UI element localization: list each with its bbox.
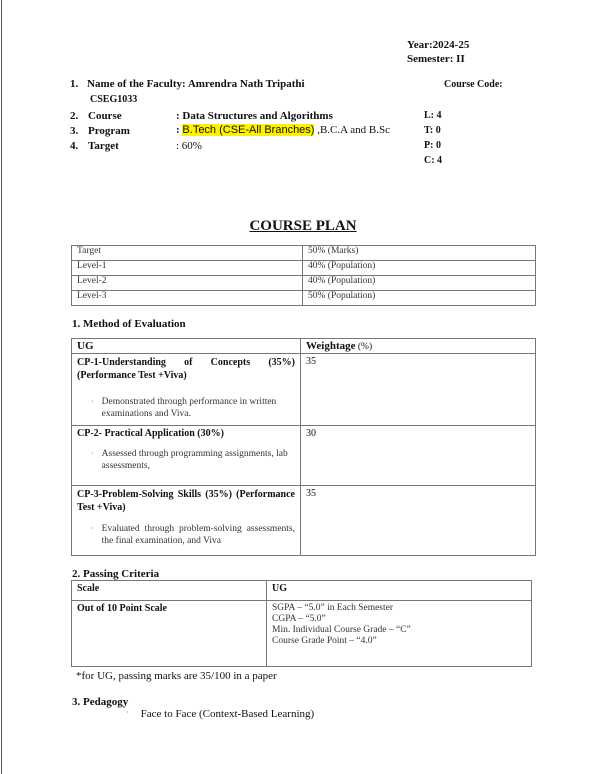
course-label: Course bbox=[88, 110, 122, 122]
credits-block bbox=[424, 108, 442, 168]
cp3-desc: Evaluated through problem-solving assessments, the final examination, and Viva bbox=[101, 524, 295, 546]
target-num: 4. bbox=[70, 140, 79, 152]
cell-value: 40% (Population) bbox=[303, 261, 536, 276]
year-semester-block bbox=[407, 38, 469, 66]
cell-label: Target bbox=[72, 246, 303, 261]
bullet-dot: · bbox=[91, 449, 94, 458]
faculty-name: Amrendra Nath Tripathi bbox=[187, 78, 305, 90]
cell-value: 40% (Population) bbox=[303, 276, 536, 291]
criteria-point: Course Grade Point – “4.0” bbox=[272, 636, 377, 646]
faculty-line bbox=[70, 78, 305, 90]
table-header-row bbox=[72, 339, 536, 354]
program-label: Program bbox=[88, 125, 130, 137]
table-row bbox=[72, 291, 536, 306]
semester-text: Semester: II bbox=[407, 53, 465, 65]
target-label: Target bbox=[88, 140, 119, 152]
eval-cell bbox=[72, 426, 301, 486]
cp1-weight: 35 bbox=[301, 354, 536, 426]
cp3-weight: 35 bbox=[301, 486, 536, 556]
table-row bbox=[72, 276, 536, 291]
year-text: Year:2024-25 bbox=[407, 39, 470, 51]
course-code-value: CSEG1033 bbox=[90, 94, 138, 105]
criteria-cgpa: CGPA – “5.0” bbox=[272, 614, 326, 624]
evaluation-heading: 1. Method of Evaluation bbox=[72, 318, 186, 330]
table-row bbox=[72, 426, 536, 486]
bullet-dot: · bbox=[91, 524, 94, 533]
table-row bbox=[72, 354, 536, 426]
cell-label: Level-3 bbox=[72, 291, 303, 306]
cell-value: 50% (Marks) bbox=[303, 246, 536, 261]
col-ug: UG bbox=[267, 581, 532, 601]
cell-label: Level-1 bbox=[72, 261, 303, 276]
cp1-desc: Demonstrated through performance in written examinations and Viva. bbox=[101, 397, 277, 419]
cell-label: Level-2 bbox=[72, 276, 303, 291]
credit-T: T: 0 bbox=[424, 125, 441, 136]
table-row bbox=[72, 486, 536, 556]
cp1-word-concepts: Concepts bbox=[210, 357, 251, 368]
cp1-part-a bbox=[77, 356, 166, 369]
faculty-num: 1. bbox=[70, 78, 79, 90]
credit-P: P: 0 bbox=[424, 140, 441, 151]
cp2-weight: 30 bbox=[301, 426, 536, 486]
course-num: 2. bbox=[70, 110, 79, 122]
scale-label: Out of 10 Point Scale bbox=[72, 601, 267, 667]
course-code-label: Course Code: bbox=[444, 79, 503, 90]
pedagogy-heading: 3. Pedagogy bbox=[72, 696, 129, 708]
program-rest: ,B.C.A and B.Sc bbox=[314, 124, 390, 136]
program-num: 3. bbox=[70, 125, 79, 137]
bullet-dot: · bbox=[126, 708, 129, 717]
criteria-sgpa: SGPA – “5.0” in Each Semester bbox=[272, 603, 394, 613]
pedagogy-item bbox=[126, 708, 314, 720]
col-scale: Scale bbox=[72, 581, 267, 601]
evaluation-table bbox=[71, 338, 536, 556]
table-row bbox=[72, 601, 532, 667]
program-prefix: : bbox=[176, 124, 183, 136]
passing-heading: 2. Passing Criteria bbox=[72, 568, 160, 580]
faculty-label: Name of the Faculty: bbox=[87, 78, 186, 90]
cp1-word-understanding: Understanding bbox=[102, 357, 166, 368]
cp1-title-line2: (Performance Test +Viva) bbox=[77, 370, 187, 381]
target-table bbox=[71, 245, 536, 306]
cp3-title: CP-3-Problem-Solving Skills (35%) (Performance Test +Viva) bbox=[77, 489, 295, 513]
cp1-word-of: of bbox=[184, 357, 193, 368]
cp1-title bbox=[77, 356, 295, 382]
course-value: : Data Structures and Algorithms bbox=[176, 110, 333, 122]
page-edge bbox=[1, 0, 2, 774]
pedagogy-text: Face to Face (Context-Based Learning) bbox=[140, 708, 315, 720]
eval-cell bbox=[72, 486, 301, 556]
program-highlight: B.Tech (CSE-All Branches) bbox=[182, 124, 315, 136]
page-title: COURSE PLAN bbox=[249, 218, 357, 234]
table-header-row bbox=[72, 581, 532, 601]
weightage-label: Weightage bbox=[306, 340, 356, 352]
cp2-title: CP-2- Practical Application (30%) bbox=[77, 428, 224, 439]
weightage-unit: (%) bbox=[355, 342, 373, 352]
passing-table bbox=[71, 580, 532, 667]
cp1-title-line1 bbox=[77, 356, 295, 369]
table-row bbox=[72, 246, 536, 261]
col-weightage bbox=[301, 339, 536, 354]
program-value bbox=[176, 124, 390, 136]
bullet-dot: · bbox=[91, 397, 94, 406]
cp1-prefix: CP-1- bbox=[77, 357, 102, 368]
col-ug: UG bbox=[72, 339, 301, 354]
target-value: : 60% bbox=[176, 140, 202, 152]
cp1-bullet bbox=[91, 396, 291, 420]
credit-L: L: 4 bbox=[424, 110, 442, 121]
eval-cell bbox=[72, 354, 301, 426]
cp3-bullet bbox=[91, 523, 295, 547]
credit-C: C: 4 bbox=[424, 155, 443, 166]
passing-note: *for UG, passing marks are 35/100 in a paper bbox=[76, 670, 277, 682]
cp2-bullet bbox=[91, 448, 295, 472]
criteria-lines bbox=[267, 601, 532, 667]
table-row bbox=[72, 261, 536, 276]
cp2-desc: Assessed through programming assignments, lab assessments, bbox=[101, 449, 288, 471]
cp1-percent: (35%) bbox=[268, 357, 295, 368]
cell-value: 50% (Population) bbox=[303, 291, 536, 306]
criteria-grade: Min. Individual Course Grade – “C” bbox=[272, 625, 411, 635]
